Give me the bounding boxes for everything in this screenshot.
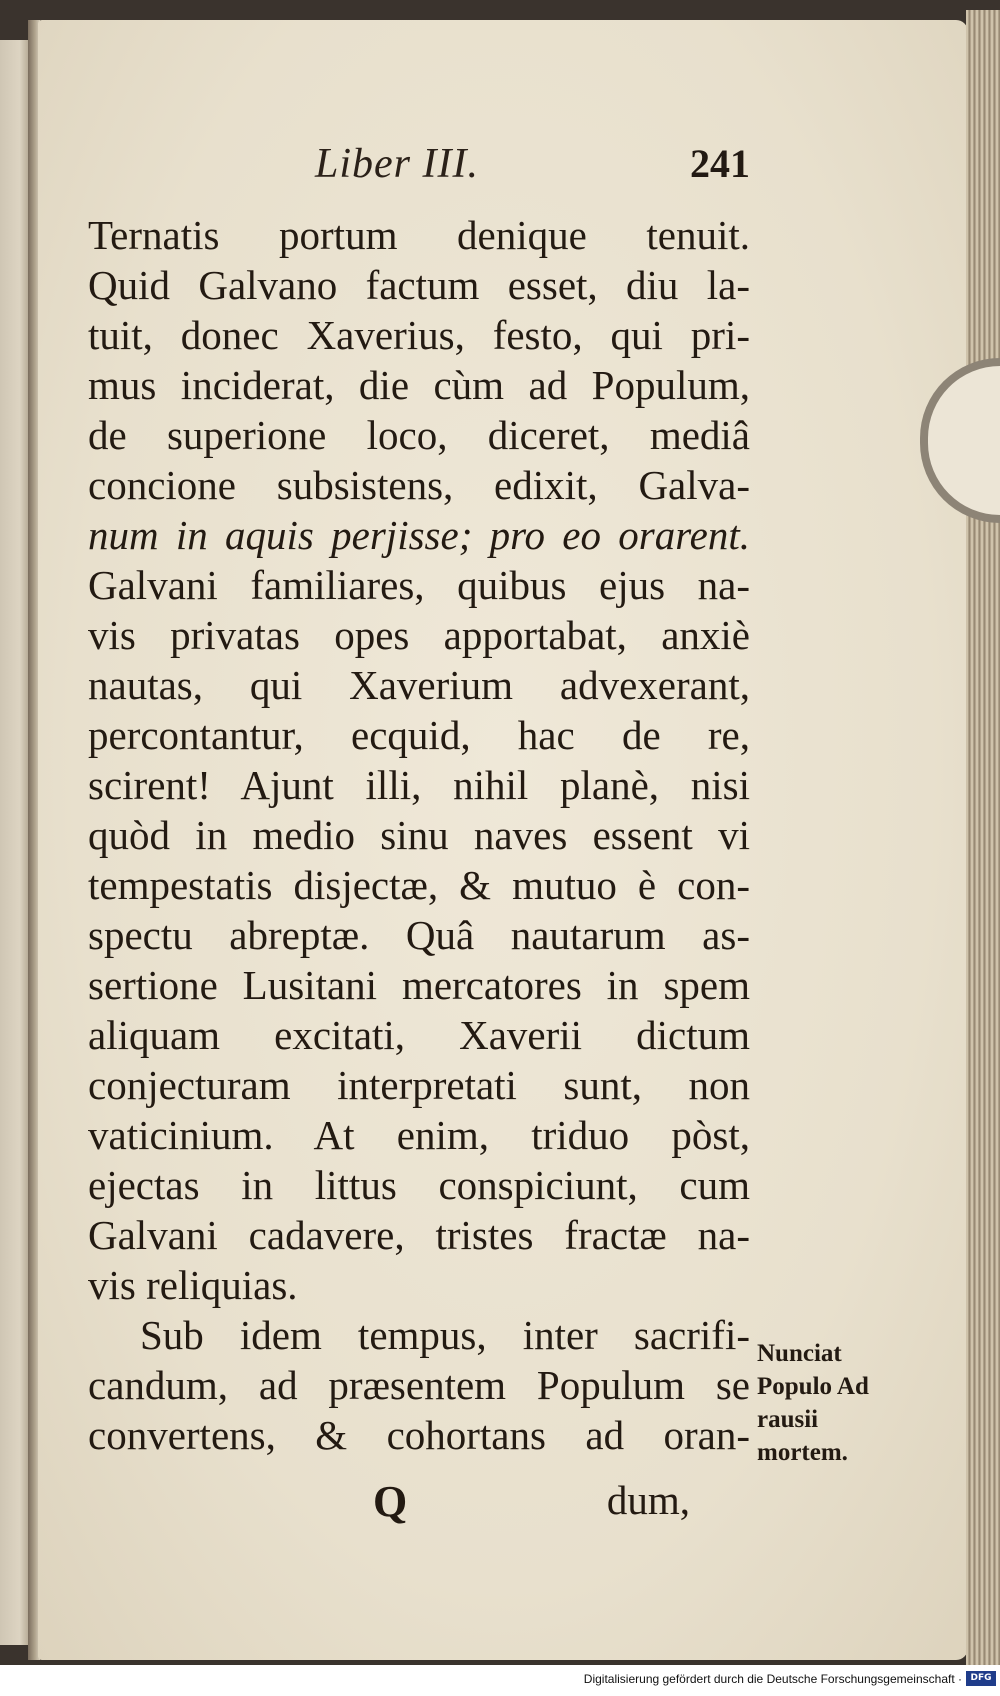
text-line: scirent! Ajunt illi, nihil planè, nisi (88, 762, 750, 808)
text-line: concione subsistens, edixit, Galva- (88, 462, 750, 508)
page-number: 241 (690, 141, 750, 186)
text-line: vis reliquias. (88, 1262, 298, 1308)
text-line: conjecturam interpretati sunt, non (88, 1062, 750, 1108)
text-line: quòd in medio sinu naves essent vi (88, 812, 750, 858)
marginal-note-line: Populo Ad (757, 1373, 869, 1400)
text-line: Ternatis portum denique tenuit. (88, 212, 750, 258)
text-line: tempestatis disjectæ, & mutuo è con- (88, 862, 750, 908)
text-line: de superione loco, diceret, mediâ (88, 412, 750, 458)
signature-mark: Q (373, 1477, 408, 1526)
main-text-block (88, 210, 750, 1460)
page-edges (966, 10, 1000, 1665)
text-line: Galvani familiares, quibus ejus na- (88, 562, 750, 608)
text-line-italic: num in aquis perjisse; pro eo orarent. (88, 512, 750, 558)
text-line: Quid Galvano factum esset, diu la- (88, 262, 750, 308)
dfg-logo: DFG (966, 1671, 996, 1686)
catchword: dum, (606, 1477, 690, 1523)
text-line: aliquam excitati, Xaverii dictum (88, 1012, 750, 1058)
text-line: ejectas in littus conspiciunt, cum (88, 1162, 750, 1208)
funding-credit: Digitalisierung gefördert durch die Deutsche Forschungsgemeinschaft · (583, 1672, 962, 1686)
digitization-footer (0, 1670, 1000, 1692)
marginal-note (757, 1337, 907, 1469)
text-line: mus inciderat, die cùm ad Populum, (88, 362, 750, 408)
text-line: tuit, donec Xaverius, festo, qui pri- (88, 312, 750, 358)
marginal-note-line: rausii (757, 1406, 819, 1433)
text-line: sertione Lusitani mercatores in spem (88, 962, 750, 1008)
marginal-note-line: Nunciat (757, 1340, 842, 1367)
page-header (90, 140, 750, 200)
text-line: vis privatas opes apportabat, anxiè (88, 612, 750, 658)
running-head: Liber III. (315, 141, 479, 187)
text-line: nautas, qui Xaverium advexerant, (88, 662, 750, 708)
text-line: convertens, & cohortans ad oran- (88, 1412, 750, 1458)
text-line: candum, ad præsentem Populum se (88, 1362, 750, 1408)
page-foot (88, 1476, 750, 1536)
previous-page-edge (0, 40, 28, 1645)
text-line: percontantur, ecquid, hac de re, (88, 712, 750, 758)
marginal-note-line: mortem. (757, 1439, 848, 1466)
text-line: spectu abreptæ. Quâ nautarum as- (88, 912, 750, 958)
text-line: Galvani cadavere, tristes fractæ na- (88, 1212, 750, 1258)
text-line-indented: Sub idem tempus, inter sacrifi- (140, 1312, 750, 1358)
text-line: vaticinium. At enim, triduo pòst, (88, 1112, 750, 1158)
